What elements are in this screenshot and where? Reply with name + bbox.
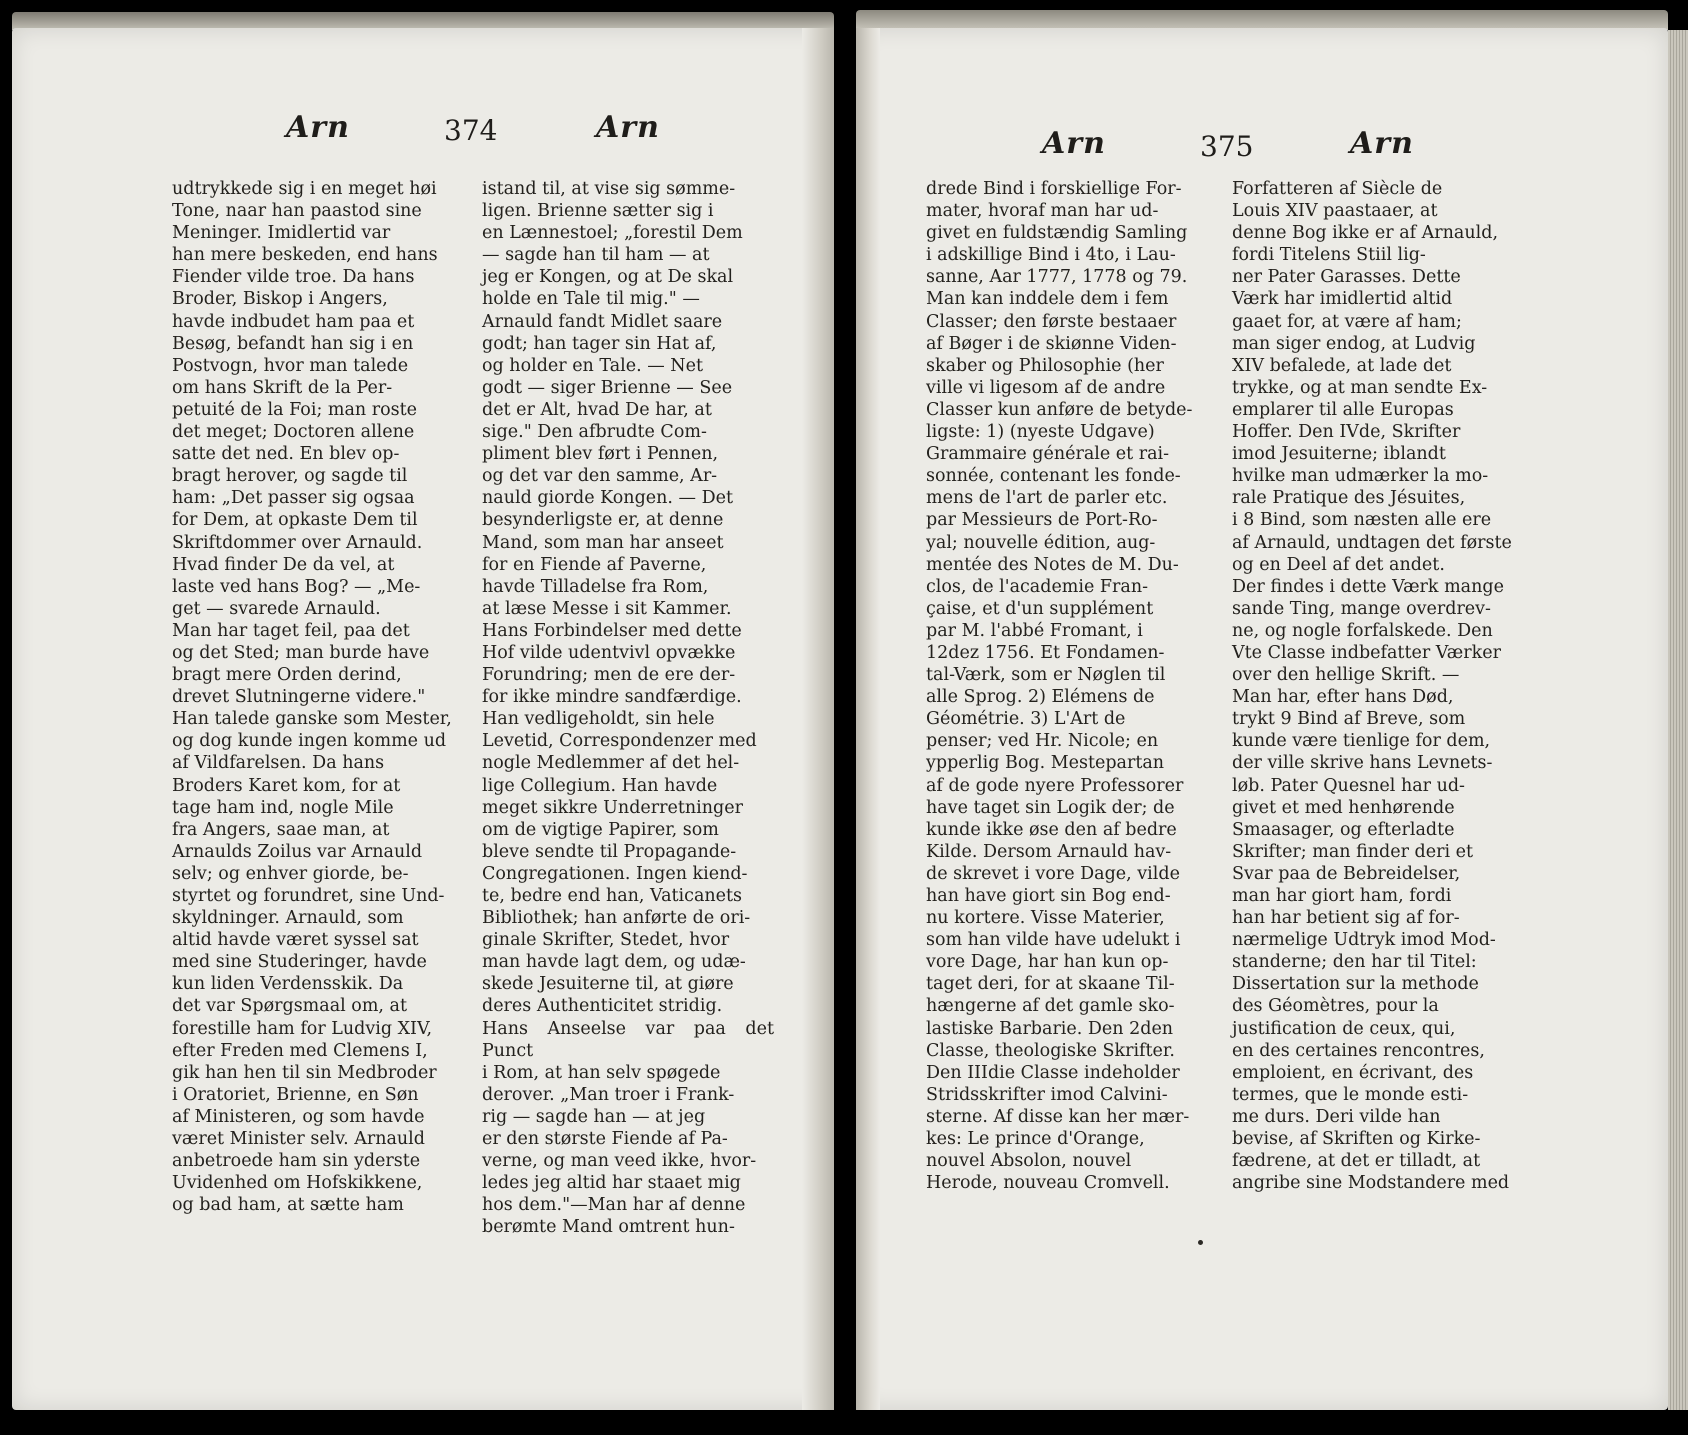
right-page-gutter (856, 28, 880, 1410)
right-page-column-2: Forfatteren af Siècle de Louis XIV paastaaer, at denne Bog ikke er af Arnauld, fordi Titelens Stiil lig- ner Pater Garasses. Dette Værk har imidlertid altid gaaet for, at være af ham; man siger endog, at Ludvig XIV befalede, at lade det trykke, og at man sendte Ex- emplarer til alle Europas Hoffer. Den IVde, Skrifter imod Jesuiterne; iblandt hvilke man udmærker la mo- rale Pratique des Jésuites, i 8 Bind, som næsten alle ere af Arnauld, undtagen det første og en Deel af det andet. Der findes i dette Værk mange sande Ting, mange overdrev- ne, og nogle forfalskede. Den Vte Classe indbefatter Værker over den hellige Skrift. — Man har, efter hans Død, trykt 9 Bind af Breve, som kunde være tienlige for dem, der ville skrive hans Levnets- løb. Pater Quesnel har ud- givet et med henhørende Smaasager, og efterladte Skrifter; man finder deri et Svar paa de Bebreidelser, man har giort ham, fordi han har betient sig af for- nærmelige Udtryk imod Mod- standerne; den har til Titel: Dissertation sur la methode des Géomètres, pour la justification de ceux, qui, en des certaines rencontres, emploient, en écrivant, des termes, que le monde esti- me durs. Deri vilde han bevise, af Skriften og Kirke- fædrene, at det er tilladt, at angribe sine Modstandere med (1232, 179, 1512, 1194)
left-page-column-1: udtrykkede sig i en meget høi Tone, naar han paastod sine Meninger. Imidlertid var han mere beskeden, end hans Fiender vilde troe. Da hans Broder, Biskop i Angers, havde indbudet ham paa et Besøg, befandt han sig i en Postvogn, hvor man talede om hans Skrift de la Per- petuité de la Foi; man roste det meget; Doctoren allene satte det ned. En blev op- bragt herover, og sagde til ham: „Det passer sig ogsaa for Dem, at opkaste Dem til Skriftdommer over Arnauld. Hvad finder De da vel, at laste ved hans Bog? — „Me- get — svarede Arnauld. Man har taget feil, paa det og det Sted; man burde have bragt mere Orden derind, drevet Slutningerne videre." Han talede ganske som Mester, og dog kunde ingen komme ud af Vildfarelsen. Da hans Broders Karet kom, for at tage ham ind, nogle Mile fra Angers, saae man, at Arnaulds Zoilus var Arnauld selv; og enhver giorde, be- styrtet og forundret, sine Und- skyldninger. Arnauld, som altid havde været syssel sat med sine Studeringer, havde kun liden Verdensskik. Da det var Spørgsmaal om, at forestille ham for Ludvig XIV, efter Freden med Clemens I, gik han hen til sin Medbroder i Oratoriet, Brienne, en Søn af Ministeren, og som havde været Minister selv. Arnauld anbetroede ham sin yderste Uvidenhed om Hofskikkene, og bad ham, at sætte ham (172, 179, 452, 1216)
right-page-top-edge (856, 10, 1668, 30)
left-header-word-right: Arn (596, 110, 660, 145)
right-page-column-1: drede Bind i forskiellige For- mater, hvoraf man har ud- givet en fuldstændig Samling i adskillige Bind i 4to, i Lau- sanne, Aar 1777, 1778 og 79. Man kan inddele dem i fem Classer; den første bestaaer af Bøger i de skiønne Viden- skaber og Philosophie (her ville vi ligesom af de andre Classer kun anføre de betyde- ligste: 1) (nyeste Udgave) Grammaire générale et rai- sonnée, contenant les fonde- mens de l'art de parler etc. par Messieurs de Port-Ro- yal; nouvelle édition, aug- mentée des Notes de M. Du- clos, de l'academie Fran- çaise, et d'un supplément par M. l'abbé Fromant, i 12dez 1756. Et Fondamen- tal-Værk, som er Nøglen til alle Sprog. 2) Elémens de Géométrie. 3) L'Art de penser; ved Hr. Nicole; en ypperlig Bog. Mestepartan af de gode nyere Professorer have taget sin Logik der; de kunde ikke øse den af bedre Kilde. Dersom Arnauld hav- de skrevet i vore Dage, vilde han have giort sin Bog end- nu kortere. Visse Materier, som han vilde have udelukt i vore Dage, har han kun op- taget deri, for at skaane Til- hængerne af det gamle sko- lastiske Barbarie. Den 2den Classe, theologiske Skrifter. Den IIIdie Classe indeholder Stridsskrifter imod Calvini- sterne. Af disse kan her mær- kes: Le prince d'Orange, nouvel Absolon, nouvel Herode, nouveau Cromvell. (926, 179, 1193, 1194)
left-page-gutter (802, 28, 834, 1410)
ink-mark (1198, 1240, 1203, 1245)
left-header-word-left: Arn (286, 110, 350, 145)
right-page-header (0, 110, 1688, 163)
right-header-word-right: Arn (1350, 126, 1414, 161)
left-page-column-2: istand til, at vise sig sømme- ligen. Brienne sætter sig i en Lænnestoel; „forestil Dem — sagde han til ham — at jeg er Kongen, og at De skal holde en Tale til mig." — Arnauld fandt Midlet saare godt; han tager sin Hat af, og holder en Tale. — Net godt — siger Brienne — See det er Alt, hvad De har, at sige." Den afbrudte Com- pliment blev ført i Pennen, og det var den samme, Ar- nauld giorde Kongen. — Det besynderligste er, at denne Mand, som man har anseet for en Fiende af Paverne, havde Tilladelse fra Rom, at læse Messe i sit Kammer. Hans Forbindelser med dette Hof vilde udentvivl opvække Forundring; men de ere der- for ikke mindre sandfærdige. Han vedligeholdt, sin hele Levetid, Correspondenzer med nogle Medlemmer af det hel- lige Collegium. Han havde meget sikkre Underretninger om de vigtige Papirer, som bleve sendte til Propagande- Congregationen. Ingen kiend- te, bedre end han, Vaticanets Bibliothek; han anførte de ori- ginale Skrifter, Stedet, hvor man havde lagt dem, og udæ- skede Jesuiterne til, at giøre deres Authenticitet stridig. Hans Anseelse var paa det Punct i Rom, at han selv spøgede derover. „Man troer i Frank- rig — sagde han — at jeg er den største Fiende af Pa- verne, og man veed ikke, hvor- ledes jeg altid har staaet mig hos dem."—Man har af denne berømte Mand omtrent hun- (482, 179, 774, 1238)
right-header-word-left: Arn (1042, 126, 1106, 161)
left-page-number: 374 (444, 114, 498, 147)
page-stack-edge (1668, 30, 1688, 1410)
right-page-number: 375 (1200, 130, 1254, 163)
